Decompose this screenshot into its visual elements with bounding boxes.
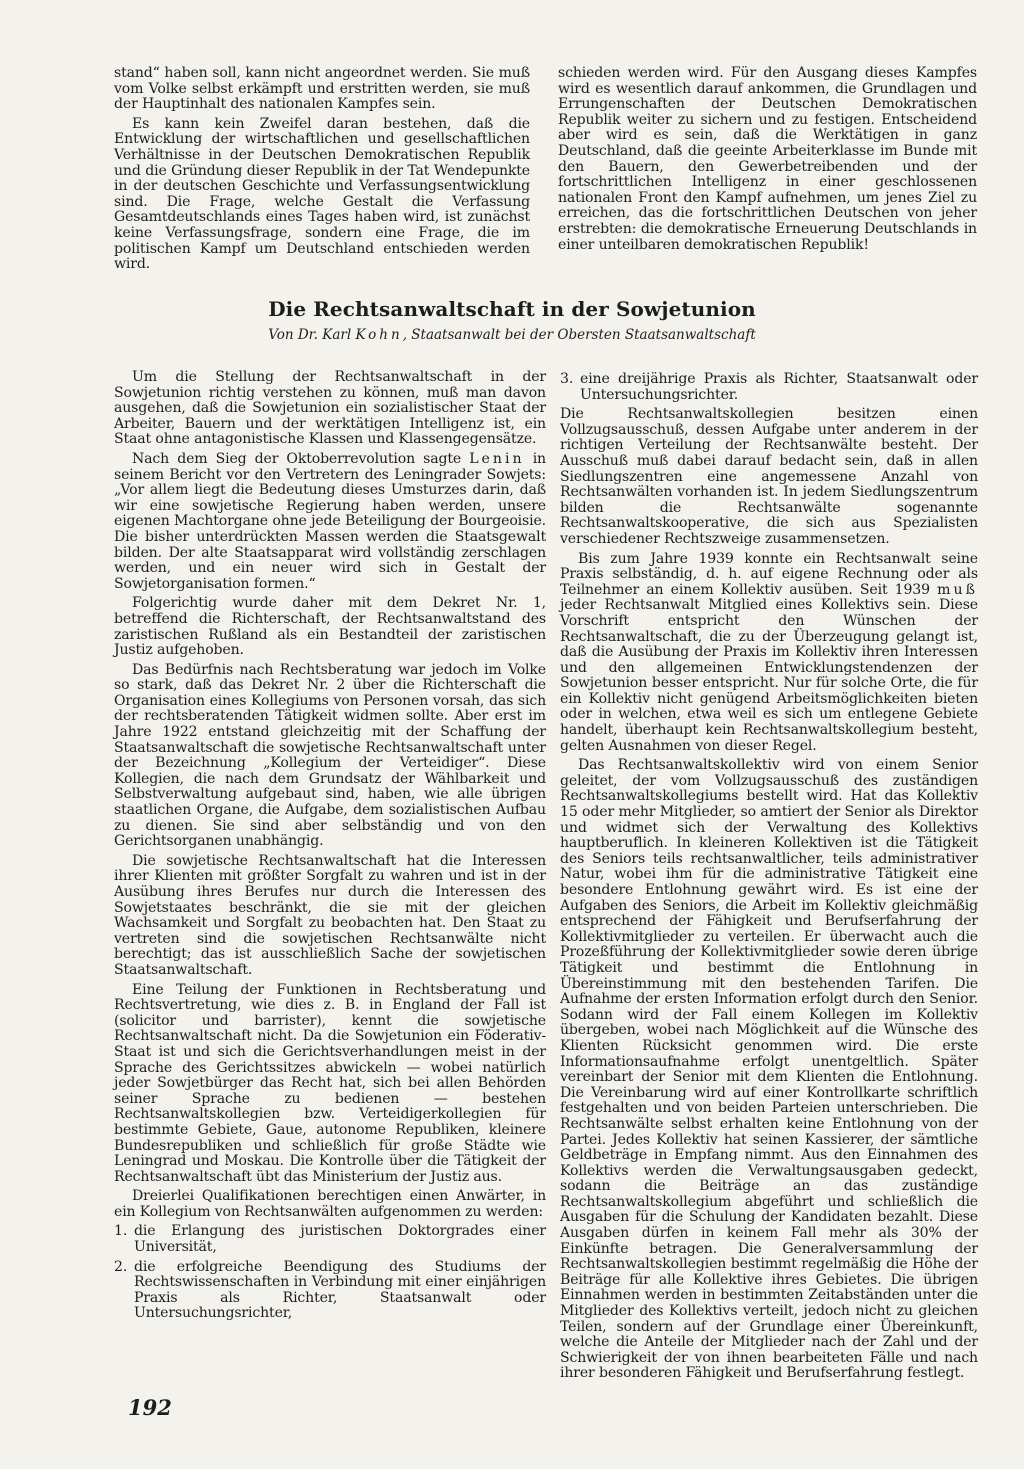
- list-number: 1.: [114, 1223, 128, 1240]
- list-number: 2.: [114, 1258, 128, 1275]
- name-lenin: Lenin: [469, 450, 525, 467]
- paragraph: Die sowjetische Rechtsanwaltschaft hat die Interessen ihrer Klienten mit größter Sorgfalt zu wahren und ist in der Ausübung ihres Berufes nur durch die Interessen des Sowjetstaates beschränkt, die sie mit der gleichen Wachsamkeit und Sorgfalt zu beobachten hat. Den Staat zu vertreten sind die sowjetischen Rechtsanwälte nicht berechtigt; das ist ausschließlich Sache der sowjetischen Staatsanwaltschaft.: [114, 852, 546, 978]
- paragraph: Um die Stellung der Rechtsanwaltschaft in der Sowjetunion richtig verstehen zu können, muß man davon ausgehen, daß die Sowjetunion ein sozialistischer Staat der Arbeiter, Bauern und der werktätigen Intelligenz ist, ein Staat ohne antagonistische Klassen und Klassengegensätze.: [114, 369, 546, 448]
- emphasis-muss: muß: [937, 581, 978, 598]
- paragraph: Folgerichtig wurde daher mit dem Dekret Nr. 1, betreffend die Richterschaft, der Rechtsanwaltstand des zaristischen Rußland als ein Bestandteil der zaristischen Justiz aufgehoben.: [114, 595, 546, 659]
- paragraph: Die Rechtsanwaltskollegien besitzen einen Vollzugsausschuß, dessen Aufgabe unter anderem in der richtigen Verteilung der Rechtsanwälte besteht. Der Ausschuß muß dabei darauf bedacht sein, daß in allen Siedlungszentren eine angemessene Anzahl von Rechtsanwälten vorhanden ist. In jedem Siedlungszentrum bilden die Rechtsanwälte sogenannte Rechtsanwaltskooperative, die sich aus Spezialisten verschiedener Rechtszweige zusammensetzen.: [560, 406, 978, 547]
- text-run: Nach dem Sieg der Oktoberrevolution sagte: [132, 450, 470, 467]
- byline-suffix: , Staatsanwalt bei der Obersten Staatsanwaltschaft: [402, 327, 756, 343]
- text-run: jeder Rechtsanwalt Mitglied eines Kollektivs sein. Diese Vorschrift entspricht den Wünschen der Rechtsanwaltschaft, die zu der Überzeugung gelangt ist, daß die Ausübung der Praxis im Kollektiv ihren Interessen und den allgemeinen Entwicklungstendenzen der Sowjetunion besser entspricht. Nur für solche Orte, die für ein Kollektiv nicht genügend Arbeitsmöglichkeiten bieten oder in welchen, etwa weil es sich um entlegene Gebiete handelt, überhaupt kein Rechtsanwaltskollegium besteht, gelten Ausnahmen von dieser Regel.: [560, 597, 978, 754]
- paragraph: schieden werden wird. Für den Ausgang dieses Kampfes wird es wesentlich darauf ankommen, die Grundlagen und Errungenschaften der Deutschen Demokratischen Republik weiter zu sichern und zu festigen. Entscheidend aber wird es sein, daß die Werktätigen in ganz Deutschland, daß die geeinte Arbeiterklasse im Bunde mit den Bauern, den Gewerbetreibenden und der fortschrittlichen Intelligenz in einer geschlossenen nationalen Front den Kampf aufnehmen, um jenes Ziel zu erreichen, das die fortschrittlichen Deutschen von jeher erstrebten: die demokratische Erneuerung Deutschlands in einer unteilbaren demokratischen Republik!: [558, 65, 977, 253]
- text-run: in seinem Bericht vor den Vertretern des Leningrader Sowjets: „Vor allem liegt die Bedeutung dieses Umsturzes darin, daß wir eine sowjetische Regierung haben werden, unsere eigenen Machtorgane ohne jede Beteiligung der Bourgeoisie. Die bisher unterdrückten Massen werden die Staatsgewalt bilden. Der alte Staatsapparat wird vollständig zerschlagen werden, und ein neuer wird sich in Gestalt der Sowjetorganisation formen.“: [114, 450, 546, 592]
- list-item: [560, 372, 978, 403]
- list-text: eine dreijährige Praxis als Richter, Staatsanwalt oder Untersuchungsrichter.: [580, 371, 978, 403]
- article-title: Die Rechtsanwaltschaft in der Sowjetunion: [268, 297, 756, 321]
- paragraph: Dreierlei Qualifikationen berechtigen einen Anwärter, in ein Kollegium von Rechtsanwälten aufgenommen zu werden:: [114, 1188, 546, 1220]
- list-number: 3.: [560, 371, 574, 387]
- paragraph: [560, 552, 978, 755]
- paragraph: Das Rechtsanwaltskollektiv wird von einem Senior geleitet, der vom Vollzugsausschuß des zuständigen Rechtsanwaltskollegiums bestellt wird. Hat das Kollektiv 15 oder mehr Mitglieder, so amtiert der Senior als Direktor und widmet sich der Verwaltung des Kollektivs hauptberuflich. In kleineren Kollektiven ist die Tätigkeit des Seniors teils rechtsanwaltlicher, teils administrativer Natur, wobei ihm für die administrative Tätigkeit eine besondere Entlohnung gewährt wird. Es ist eine der Aufgaben des Seniors, die Arbeit im Kollektiv gleichmäßig entsprechend der Fähigkeit und Berufserfahrung der Kollektivmitglieder zu verteilen. Er überwacht auch die Prozeßführung der Kollektivmitglieder sowie deren übrige Tätigkeit und bestimmt die Entlohnung in Übereinstimmung mit den bestehenden Tarifen. Die Aufnahme der ersten Information erfolgt durch den Senior. Sodann wird der Fall einem Kollegen im Kollektiv übergeben, wobei nach Möglichkeit auf die Wünsche des Klienten Rücksicht genommen wird. Die erste Informationsaufnahme erfolgt unentgeltlich. Später vereinbart der Senior mit dem Klienten die Entlohnung. Die Vereinbarung wird auf einer Kontrollkarte schriftlich festgehalten und von beiden Parteien unterschrieben. Die Rechtsanwälte selbst erhalten keine Entlohnung von der Partei. Jedes Kollektiv hat seinen Kassierer, der sämtliche Geldbeträge in Empfang nimmt. Aus den Einnahmen des Kollektivs werden die Verwaltungsausgaben gedeckt, sodann die Beiträge an das zuständige Rechtsanwaltskollegium abgeführt und schließlich die Ausgaben für die Schulung der Kandidaten bezahlt. Diese Ausgaben dürfen in keinem Fall mehr als 30% der Einkünfte betragen. Die Generalversammlung der Rechtsanwaltskollegien bestimmt regelmäßig die Höhe der Beiträge für alle Kollektive ihres Gebietes. Die übrigen Einnahmen werden in bestimmten Zeitabständen unter die Mitglieder des Kollektivs verteilt, jedoch nicht zu gleichen Teilen, sondern auf der Grundlage einer Übereinkunft, welche die Anteile der Mitglieder nach der Zahl und der Schwierigkeit der von ihnen bearbeiteten Fälle und nach ihrer besonderen Fähigkeit und Berufserfahrung festlegt.: [560, 757, 978, 1382]
- page-number: 192: [128, 1395, 172, 1420]
- previous-article-left-column: [114, 66, 530, 277]
- paragraph: Das Bedürfnis nach Rechtsberatung war jedoch im Volke so stark, daß das Dekret Nr. 2 über die Richterschaft die Organisation eines Kollegiums von Personen vorsah, das sich der rechtsberatenden Tätigkeit widmen sollte. Aber erst im Jahre 1922 entstand gleichzeitig mit der Schaffung der Staatsanwaltschaft die sowjetische Rechtsanwaltschaft unter der Bezeichnung „Kollegium der Verteidiger“. Diese Kollegien, die nach dem Grundsatz der Wählbarkeit und Selbstverwaltung aufgebaut sind, haben, wie alle übrigen staatlichen Organe, die Aufgabe, dem sozialistischen Aufbau zu dienen. Sie sind aber selbständig und von den Gerichtsorganen unabhängig.: [114, 661, 546, 850]
- qualification-list-continued: [560, 372, 978, 403]
- article-byline: [0, 327, 1024, 343]
- list-item: [114, 1260, 546, 1322]
- previous-article-right-column: [558, 66, 977, 257]
- paragraph: Es kann kein Zweifel daran bestehen, daß die Entwicklung der wirtschaftlichen und gesellschaftlichen Verhältnisse in der Deutschen Demokratischen Republik und die Gründung dieser Republik in der Tat Wendepunkte in der deutschen Geschichte und Verfassungsentwicklung sind. Die Frage, welche Gestalt die Verfassung Gesamtdeutschlands eines Tages haben wird, ist zunächst keine Verfassungsfrage, sondern eine Frage, die im politischen Kampf um Deutschland entschieden werden wird.: [114, 115, 530, 273]
- paragraph: Eine Teilung der Funktionen in Rechtsberatung und Rechtsvertretung, wie dies z. B. in England der Fall ist (solicitor und barrister), kennt die sowjetische Rechtsanwaltschaft nicht. Da die Sowjetunion ein Föderativ-Staat ist und sich die Gerichtsverhandlungen meist in der Sprache des Gerichtssitzes abwickeln — wobei natürlich jeder Sowjetbürger das Recht hat, sich bei allen Behörden seiner Sprache zu bedienen — bestehen Rechtsanwaltskollegien bzw. Verteidigerkollegien für bestimmte Gebiete, Gaue, autonome Republiken, kleinere Bundesrepubliken und schließlich für große Städte wie Leningrad und Moskau. Die Kontrolle über die Tätigkeit der Rechtsanwaltschaft übt das Ministerium der Justiz aus.: [114, 981, 546, 1185]
- qualification-list: [114, 1224, 546, 1322]
- byline-author-name: Kohn: [355, 327, 403, 343]
- article-right-column: [560, 370, 978, 1386]
- list-item: [114, 1224, 546, 1255]
- list-text: die erfolgreiche Beendigung des Studiums der Rechtswissenschaften in Verbindung mit einer einjährigen Praxis als Richter, Staatsanwalt oder Untersuchungsrichter,: [134, 1258, 546, 1322]
- byline-prefix: Von Dr. Karl: [268, 327, 356, 343]
- list-text: die Erlangung des juristischen Doktorgrades einer Universität,: [134, 1223, 546, 1256]
- paragraph: stand“ haben soll, kann nicht angeordnet werden. Sie muß vom Volke selbst erkämpft und erstritten werden, sie muß der Hauptinhalt des nationalen Kampfes sein.: [114, 65, 530, 113]
- text-run: Bis zum Jahre 1939 konnte ein Rechtsanwalt seine Praxis selbständig, d. h. auf eigene Rechnung oder als Teilnehmer an einem Kollektiv ausüben. Seit 1939: [560, 550, 978, 598]
- paragraph: [114, 452, 546, 592]
- article-left-column: [114, 370, 546, 1326]
